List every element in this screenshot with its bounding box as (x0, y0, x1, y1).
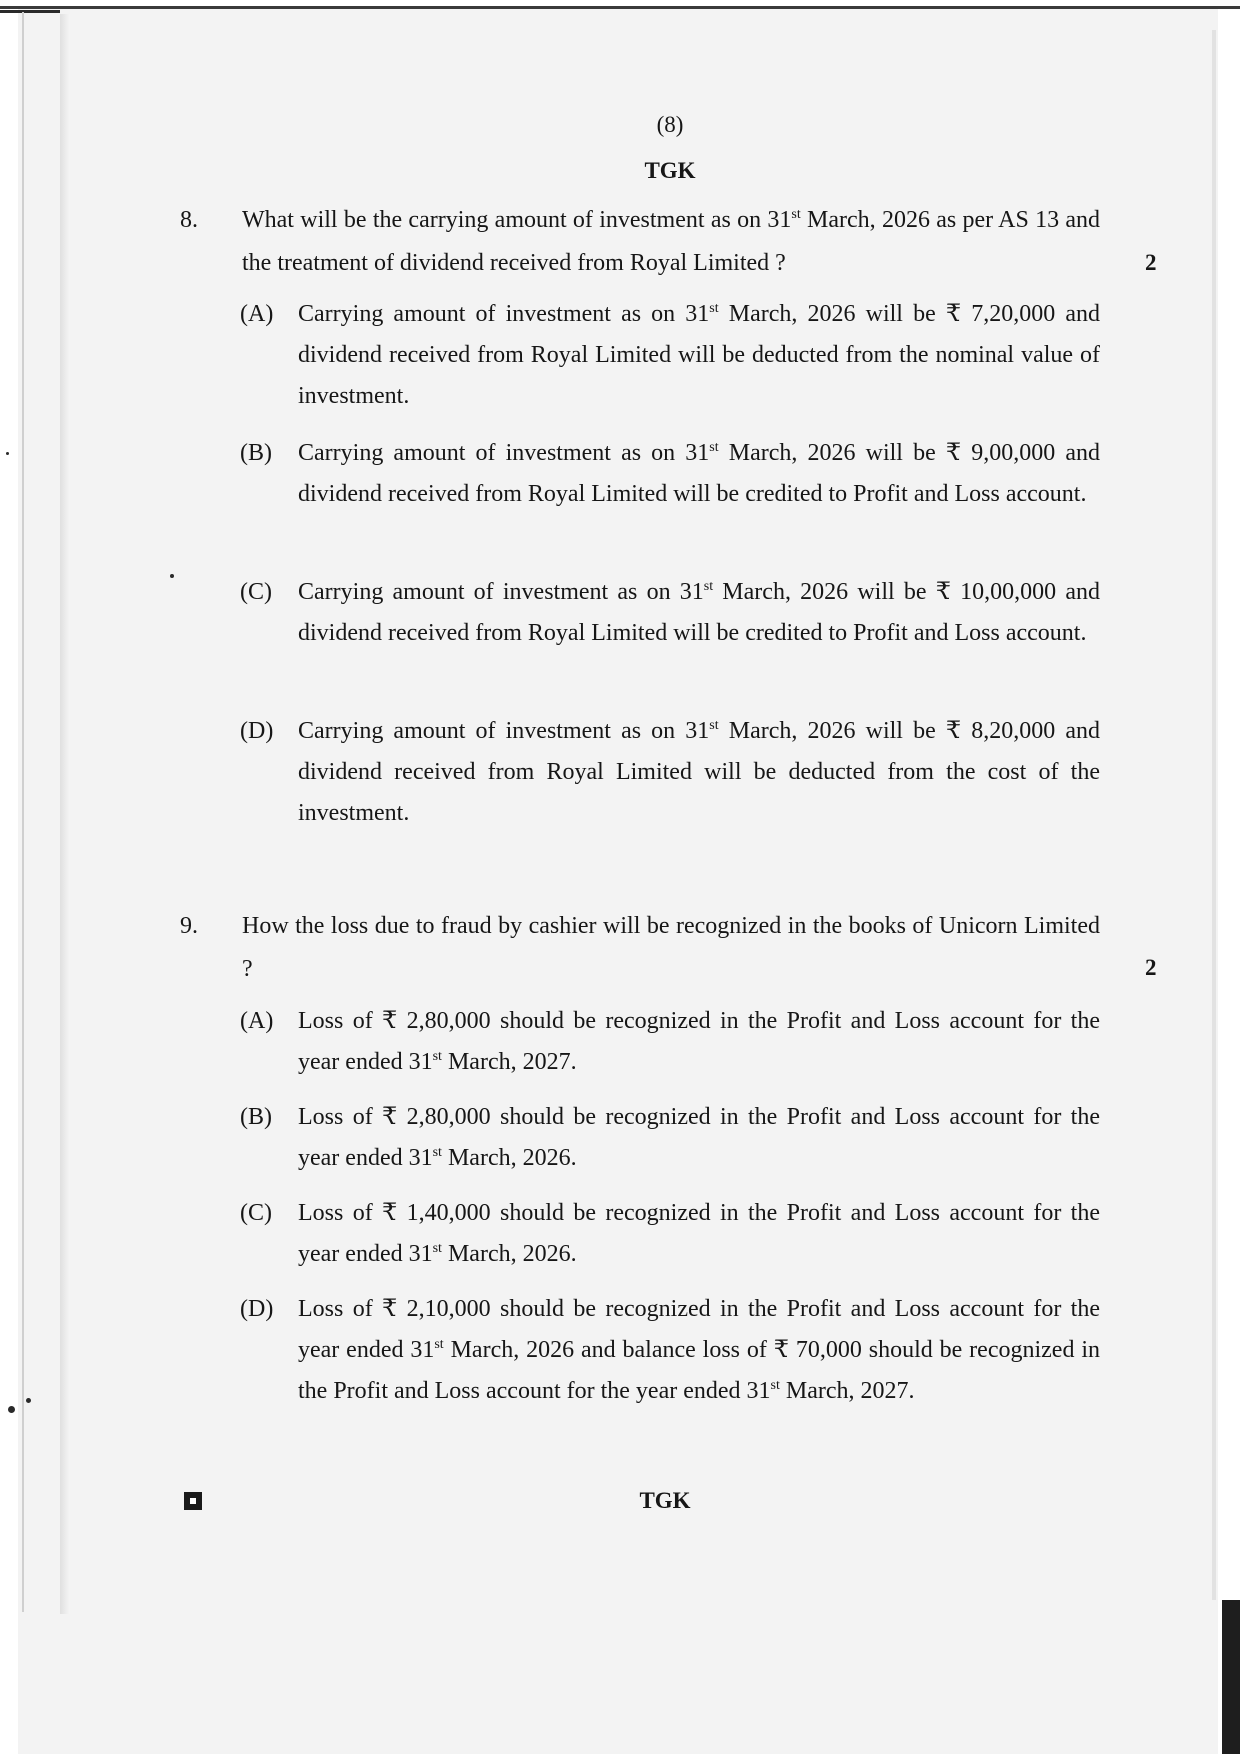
option-text: Carrying amount of investment as on 31st March, 2026 will be ₹ 10,00,000 and dividend received from Royal Limited will be credited to Profit and Loss account. (298, 579, 1101, 646)
option-text: Loss of ₹ 1,40,000 should be recognized in the Profit and Loss account for the year ended 31st March, 2026. (298, 1200, 1100, 1267)
option-a (240, 294, 1100, 417)
scan-speck (170, 574, 174, 578)
option-c (240, 572, 1100, 654)
scan-shadow-left (60, 14, 70, 1614)
question-marks: 2 (1145, 955, 1157, 980)
option-label: (C) (240, 579, 272, 605)
question-text: What will be the carrying amount of investment as on 31st March, 2026 as per AS 13 and the treatment of dividend received from Royal Limited ? (242, 207, 1101, 276)
option-text: Carrying amount of investment as on 31st March, 2026 will be ₹ 8,20,000 and dividend received from Royal Limited will be deducted from the cost of the investment. (298, 718, 1100, 826)
option-text: Loss of ₹ 2,80,000 should be recognized in the Profit and Loss account for the year ended 31st March, 2027. (298, 1008, 1100, 1075)
option-label: (D) (240, 718, 274, 744)
question-number: 8. (180, 207, 198, 233)
option-text: Loss of ₹ 2,10,000 should be recognized in the Profit and Loss account for the year ended 31st March, 2026 and balance loss of ₹ 70,000 should be recognized in the Profit and Loss account for the year ended 31st March, 2027. (298, 1296, 1100, 1404)
option-label: (B) (240, 1104, 272, 1130)
question-number: 9. (180, 913, 198, 939)
option-a (240, 1001, 1100, 1083)
option-label: (B) (240, 440, 272, 466)
option-label: (A) (240, 1008, 274, 1034)
option-d (240, 711, 1100, 834)
option-b (240, 433, 1100, 515)
option-label: (A) (240, 301, 274, 327)
question-text: How the loss due to fraud by cashier will be recognized in the books of Unicorn Limited ? (242, 913, 1100, 982)
page-number: (8) (656, 112, 684, 137)
option-b (240, 1097, 1100, 1179)
scan-speck (8, 1406, 15, 1413)
option-text: Carrying amount of investment as on 31st March, 2026 will be ₹ 9,00,000 and dividend received from Royal Limited will be credited to Profit and Loss account. (298, 440, 1100, 507)
paper-code: TGK (644, 158, 696, 183)
option-text: Loss of ₹ 2,80,000 should be recognized in the Profit and Loss account for the year ended 31st March, 2026. (298, 1104, 1100, 1171)
question-9 (180, 905, 1100, 991)
option-d (240, 1289, 1100, 1412)
scan-edge-top-corner (0, 10, 60, 13)
scan-speck (26, 1398, 31, 1403)
option-text: Carrying amount of investment as on 31st March, 2026 will be ₹ 7,20,000 and dividend received from Royal Limited will be deducted from the nominal value of investment. (298, 301, 1100, 409)
option-label: (C) (240, 1200, 272, 1226)
footer-paper-code: TGK (639, 1488, 691, 1513)
scan-edge-top (0, 6, 1240, 9)
scan-edge-right (1222, 1600, 1240, 1754)
option-c (240, 1193, 1100, 1275)
scan-shadow-right (1212, 30, 1216, 1600)
scan-edge-left (22, 12, 24, 1612)
option-label: (D) (240, 1296, 274, 1322)
question-8 (180, 199, 1100, 285)
question-marks: 2 (1145, 250, 1157, 275)
scan-speck (6, 452, 9, 455)
